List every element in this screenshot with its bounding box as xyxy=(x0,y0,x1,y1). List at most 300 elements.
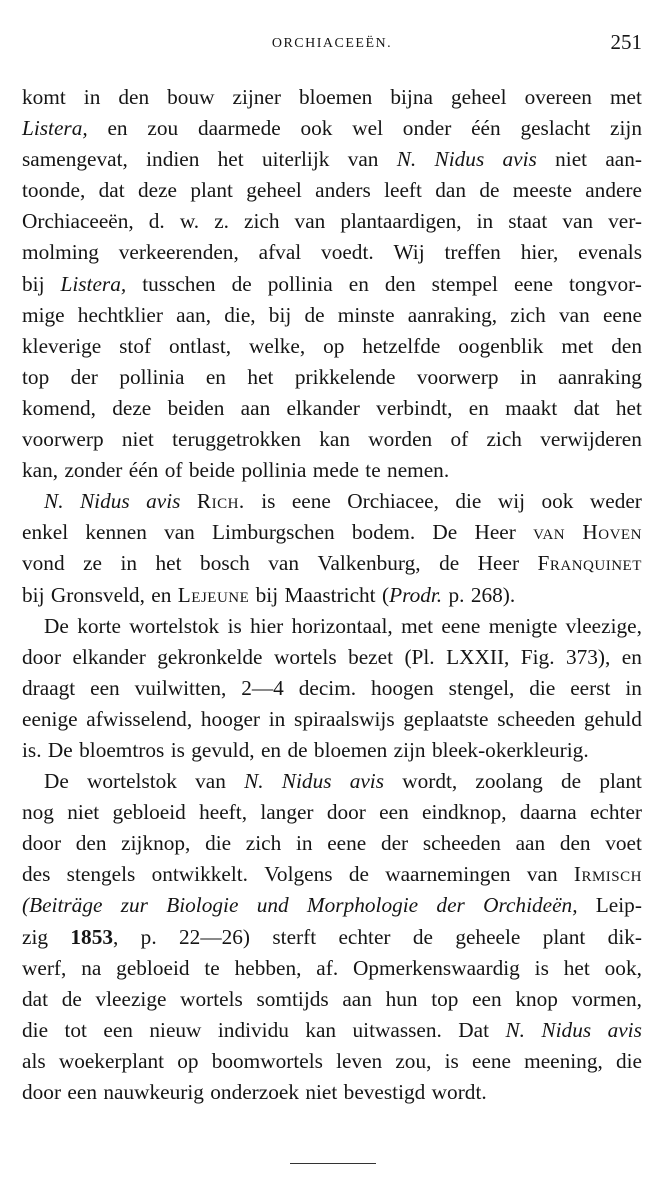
word: op xyxy=(177,1048,199,1073)
word: overeen xyxy=(524,85,592,109)
word: eene xyxy=(602,302,642,327)
word: Nidus xyxy=(79,489,130,514)
text-line xyxy=(22,269,642,300)
word: woekerplant xyxy=(58,1048,165,1073)
word: Listera, xyxy=(22,116,88,141)
word: ook xyxy=(541,489,574,514)
word: zijner xyxy=(232,85,281,109)
word: in xyxy=(476,209,494,234)
word: met xyxy=(609,85,642,109)
text-line xyxy=(22,486,642,517)
word: bijna xyxy=(390,85,433,109)
word: enkel xyxy=(22,520,69,545)
word: echter xyxy=(338,924,391,949)
word: kan xyxy=(305,1017,337,1042)
word: gebloeid xyxy=(112,800,186,825)
word: en xyxy=(260,737,282,762)
word: p. xyxy=(448,582,465,607)
word: langer xyxy=(260,800,314,825)
word: hetzelfde xyxy=(362,333,441,358)
word: Dat xyxy=(458,1017,490,1042)
word: hebben, xyxy=(234,955,302,980)
word: ook, xyxy=(604,955,642,980)
word: N. xyxy=(505,1017,525,1042)
word: een xyxy=(103,1017,133,1042)
word: zich xyxy=(244,209,280,234)
word: 268). xyxy=(470,582,516,607)
word: der xyxy=(380,831,409,856)
word: die xyxy=(615,1048,642,1073)
word: andere xyxy=(585,178,642,203)
word: voet xyxy=(605,831,642,856)
word: den xyxy=(118,85,150,109)
word: eenige xyxy=(22,706,78,731)
word: avis xyxy=(502,147,537,172)
word: vleezige xyxy=(95,986,167,1011)
word: kleverige xyxy=(22,333,102,358)
word: vuilwitten, xyxy=(134,675,227,700)
word: daarna xyxy=(519,800,577,825)
word: N. xyxy=(396,147,417,172)
word: de xyxy=(439,551,460,576)
word: bij xyxy=(255,582,279,607)
word: Opmerkenswaardig xyxy=(353,955,520,980)
word: leven xyxy=(336,1048,383,1073)
word: vleezige, xyxy=(565,613,642,638)
word: door xyxy=(326,800,366,825)
word: den xyxy=(384,271,416,296)
word: zijn xyxy=(393,737,426,762)
word: hier xyxy=(250,613,284,638)
word: echter xyxy=(589,800,642,825)
word: en xyxy=(621,644,642,669)
text-line xyxy=(22,922,642,953)
word: draagt xyxy=(22,675,76,700)
word: beide xyxy=(188,458,235,483)
word: teruggetrokken xyxy=(172,427,302,452)
word: scheeden xyxy=(422,831,501,856)
word: 2—4 xyxy=(241,675,284,700)
word: is xyxy=(227,613,242,638)
word: aan, xyxy=(176,302,212,327)
word: van xyxy=(195,769,226,794)
word: kan xyxy=(319,427,351,452)
text-line xyxy=(22,331,642,362)
word: Hoven xyxy=(582,520,642,545)
text-line xyxy=(22,984,642,1015)
word: avis xyxy=(349,769,385,794)
word: eene xyxy=(513,271,553,296)
word: niet xyxy=(555,147,588,172)
word: en xyxy=(151,582,172,607)
word: de xyxy=(479,178,500,203)
text-line xyxy=(22,1077,642,1108)
word: plant xyxy=(542,924,586,949)
word: bij xyxy=(22,582,45,607)
word: afwisselend, xyxy=(86,706,193,731)
word: als xyxy=(22,1048,46,1073)
word: niet xyxy=(121,427,154,452)
text-line xyxy=(22,766,642,797)
word: wortels xyxy=(273,644,337,669)
word: aan xyxy=(515,831,546,856)
word: de xyxy=(231,271,252,296)
word: die xyxy=(22,1017,49,1042)
word: geplaatste xyxy=(403,706,489,731)
word: bij xyxy=(268,302,292,327)
text-line xyxy=(22,580,642,611)
word: bloemen xyxy=(299,85,373,109)
text-line xyxy=(22,300,642,331)
text-line xyxy=(22,890,642,921)
word: zur xyxy=(120,893,148,918)
word: de xyxy=(304,302,325,327)
word: die xyxy=(205,831,232,856)
word: aanraking, xyxy=(407,302,498,327)
word: Gronsveld, xyxy=(50,582,145,607)
word: plant xyxy=(599,769,642,794)
word: vond xyxy=(22,551,65,576)
word: bouw xyxy=(167,85,215,109)
word: nieuw xyxy=(149,1017,202,1042)
word: zou, xyxy=(395,1048,432,1073)
word: dat xyxy=(22,986,49,1011)
text-line xyxy=(22,859,642,890)
word: hier, xyxy=(520,240,559,265)
word: ver- xyxy=(608,209,642,234)
word: onder xyxy=(402,116,452,141)
word: meeste xyxy=(512,178,572,203)
word: de xyxy=(412,924,433,949)
word: hun xyxy=(385,986,418,1011)
word: deze xyxy=(137,178,177,203)
word: wortels xyxy=(180,986,243,1011)
word: plantaardigen, xyxy=(340,209,462,234)
word: Morphologie xyxy=(306,893,419,918)
word: een xyxy=(472,986,502,1011)
word: samengevat, xyxy=(22,147,128,172)
word: nog xyxy=(22,800,54,825)
word: is xyxy=(261,489,276,514)
word: (Prodr. xyxy=(381,582,443,607)
word: afval xyxy=(258,240,302,265)
word: top xyxy=(431,986,459,1011)
word: wortelstok xyxy=(129,613,220,638)
word: niet xyxy=(67,800,100,825)
word: anders xyxy=(315,178,371,203)
word: hoogen xyxy=(371,675,434,700)
word: hechtklier xyxy=(77,302,163,327)
word: met xyxy=(561,333,594,358)
word: zijknop, xyxy=(121,831,191,856)
word: wordt. xyxy=(431,1080,487,1104)
word: te xyxy=(204,955,220,980)
word: geslacht xyxy=(520,116,591,141)
word: boomwortels xyxy=(211,1048,323,1073)
word: in xyxy=(83,85,101,109)
word: de xyxy=(61,986,82,1011)
word: wordt, xyxy=(402,769,458,794)
text-line xyxy=(22,113,642,144)
word: des xyxy=(22,862,51,887)
word: in xyxy=(295,831,313,856)
word: daarmede xyxy=(197,116,281,141)
word: tusschen xyxy=(142,271,216,296)
word: in xyxy=(519,364,537,389)
word: het xyxy=(615,395,642,420)
word: weder xyxy=(589,489,642,514)
word: komend, xyxy=(22,395,96,420)
word: plant xyxy=(190,178,233,203)
word: werf, xyxy=(22,955,67,980)
word: geheel xyxy=(246,178,302,203)
word: sterft xyxy=(272,924,317,949)
word: 1853, xyxy=(70,924,119,949)
word: gekronkelde xyxy=(157,644,263,669)
word: LXXII, xyxy=(446,644,510,669)
word: 22—26) xyxy=(179,924,250,949)
word: is. xyxy=(22,737,42,762)
word: nauwkeurig xyxy=(103,1080,204,1104)
word: het xyxy=(247,364,274,389)
text-line xyxy=(22,82,642,113)
text-line xyxy=(22,1046,642,1077)
word: der xyxy=(436,893,465,918)
word: De xyxy=(44,769,69,794)
word: stengel, xyxy=(448,675,515,700)
word: tot xyxy=(64,1017,87,1042)
word: stengels xyxy=(66,862,136,887)
word: zich xyxy=(486,427,522,452)
word: aan xyxy=(342,986,372,1011)
word: treffen xyxy=(444,240,501,265)
word: zonder xyxy=(64,458,123,483)
word: uiterlijk xyxy=(261,147,330,172)
word: niet xyxy=(305,1080,338,1104)
word: bosch xyxy=(200,551,250,576)
word: ze xyxy=(83,551,102,576)
word: en xyxy=(107,116,128,141)
word: van xyxy=(526,862,558,887)
text-line xyxy=(22,455,642,486)
word: dik- xyxy=(607,924,642,949)
word: heeft, xyxy=(199,800,248,825)
word: top xyxy=(22,364,50,389)
word: van xyxy=(347,147,379,172)
word: wij xyxy=(497,489,526,514)
word: den xyxy=(559,831,591,856)
word: stempel xyxy=(431,271,498,296)
word: bloemtros xyxy=(79,737,165,762)
word: welke, xyxy=(249,333,306,358)
word: Nidus xyxy=(434,147,485,172)
word: en xyxy=(205,364,226,389)
word: individu xyxy=(217,1017,289,1042)
word: het xyxy=(155,551,182,576)
word: dan xyxy=(435,178,466,203)
word: gevuld, xyxy=(191,737,255,762)
word: in xyxy=(268,706,286,731)
word: prikkelende xyxy=(294,364,396,389)
word: pollinia xyxy=(241,458,307,483)
word: is xyxy=(534,955,549,980)
word: bleek-okerkleurig. xyxy=(431,737,589,762)
word: und xyxy=(256,893,289,918)
word: die xyxy=(455,489,482,514)
word: Biologie xyxy=(166,893,239,918)
word: van xyxy=(562,209,594,234)
word: evenals xyxy=(578,240,642,265)
word: Fig. xyxy=(520,644,555,669)
word: tongvor- xyxy=(568,271,642,296)
word: De xyxy=(44,613,69,638)
word: toonde, xyxy=(22,178,86,203)
word: zijn xyxy=(610,116,642,141)
word: Nidus xyxy=(541,1017,592,1042)
word: staat xyxy=(508,209,548,234)
word: Heer xyxy=(474,520,516,545)
word: eene xyxy=(327,831,367,856)
word: z. xyxy=(214,209,229,234)
word: deze xyxy=(112,395,152,420)
word: geheele xyxy=(455,924,521,949)
word: aan xyxy=(240,395,271,420)
word: verwijderen xyxy=(540,427,642,452)
word: worden xyxy=(368,427,433,452)
word: der xyxy=(70,364,98,389)
word: geheel xyxy=(450,85,507,109)
word: uitwassen. xyxy=(352,1017,442,1042)
text-line xyxy=(22,642,642,673)
word: decim. xyxy=(298,675,357,700)
word: scheeden xyxy=(497,706,576,731)
word: 373), xyxy=(565,644,611,669)
word: het xyxy=(217,147,244,172)
word: Leip- xyxy=(595,893,642,918)
word: vormen, xyxy=(571,986,642,1011)
word: of xyxy=(450,427,469,452)
word: één xyxy=(128,458,159,483)
word: somtijds xyxy=(256,986,329,1011)
word: aanraking xyxy=(558,364,642,389)
word: en xyxy=(468,395,489,420)
word: het xyxy=(563,955,590,980)
word: molming xyxy=(22,240,99,265)
word: menigte xyxy=(488,613,558,638)
word: de xyxy=(287,737,308,762)
word: op xyxy=(323,333,345,358)
word: kennen xyxy=(85,520,147,545)
running-head xyxy=(22,30,642,60)
word: na xyxy=(81,955,102,980)
word: De xyxy=(432,520,458,545)
word: den xyxy=(75,831,107,856)
word: zoolang xyxy=(475,769,543,794)
word: bodem. xyxy=(351,520,416,545)
word: komt xyxy=(22,85,66,109)
word: aan- xyxy=(605,147,642,172)
word: den xyxy=(611,333,642,358)
word: van xyxy=(558,302,590,327)
word: Franquinet xyxy=(537,551,642,576)
word: bloemen xyxy=(313,737,388,762)
word: elkander xyxy=(72,644,146,669)
text-line xyxy=(22,797,642,828)
word: pollinia xyxy=(119,364,185,389)
word: voorwerp xyxy=(416,364,499,389)
text-line xyxy=(22,1015,642,1046)
word: de xyxy=(561,769,582,794)
word: bevestigd xyxy=(343,1080,426,1104)
word: Orchideën, xyxy=(483,893,578,918)
word: ook xyxy=(300,116,333,141)
word: wortelstok xyxy=(87,769,177,794)
text-line xyxy=(22,953,642,984)
running-title: ORCHIACEEËN. xyxy=(271,36,393,51)
text-line xyxy=(22,517,642,548)
word: indien xyxy=(146,147,200,172)
word: beiden xyxy=(167,395,225,420)
word: verbindt, xyxy=(376,395,453,420)
word: zich xyxy=(245,831,282,856)
word: één xyxy=(471,116,501,141)
text-line xyxy=(22,175,642,206)
word: pollinia xyxy=(267,271,333,296)
text-line xyxy=(22,828,642,859)
word: van xyxy=(164,520,195,545)
word: knop xyxy=(515,986,558,1011)
body-text xyxy=(22,82,642,1108)
word: w. xyxy=(179,209,200,234)
word: horizontaal, xyxy=(291,613,393,638)
text-line xyxy=(22,704,642,735)
text-line xyxy=(22,611,642,642)
word: eerst xyxy=(570,675,611,700)
word: Rich. xyxy=(196,489,245,514)
word: minste xyxy=(337,302,395,327)
word: wel xyxy=(352,116,383,141)
word: ontwikkelt. xyxy=(151,862,248,887)
word: maakt xyxy=(505,395,558,420)
word: de xyxy=(348,862,369,887)
word: avis xyxy=(146,489,181,514)
word: N. xyxy=(244,769,264,794)
word: die xyxy=(529,675,556,700)
word: De xyxy=(47,737,73,762)
word: een xyxy=(67,1080,97,1104)
text-line xyxy=(22,206,642,237)
word: p. xyxy=(140,924,157,949)
word: N. xyxy=(44,489,64,514)
text-line xyxy=(22,424,642,455)
word: zou xyxy=(147,116,179,141)
word: en xyxy=(348,271,369,296)
word: is xyxy=(444,1048,459,1073)
word: (Pl. xyxy=(404,644,435,669)
word: dat xyxy=(98,178,125,203)
word: spiraalswijs xyxy=(294,706,395,731)
word: bezet xyxy=(348,644,394,669)
word: Orchiacee, xyxy=(347,489,439,514)
word: die, xyxy=(224,302,256,327)
word: waarnemingen xyxy=(385,862,511,887)
word: van xyxy=(268,551,299,576)
word: een xyxy=(90,675,120,700)
word: eene xyxy=(441,613,481,638)
word: Heer xyxy=(477,551,520,576)
word: van xyxy=(533,520,566,545)
word: Nidus xyxy=(281,769,332,794)
